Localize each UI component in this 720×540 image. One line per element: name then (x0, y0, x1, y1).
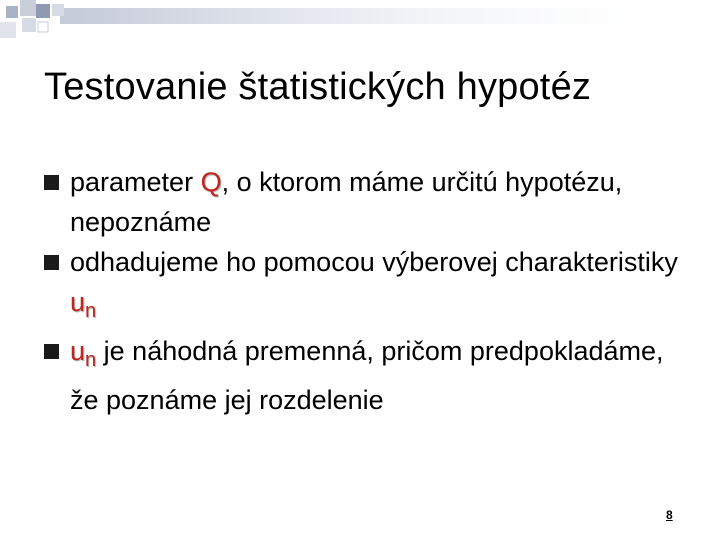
statistic-symbol-subscript: n (85, 300, 97, 322)
bullet-list (42, 162, 682, 420)
statistic-symbol (70, 287, 97, 322)
statistic-symbol (70, 336, 97, 371)
black-square-bullet-icon (44, 344, 59, 359)
parameter-symbol: Q (200, 167, 222, 197)
bullet-text-post: je náhodná premenná, pričom predpokladáme, že poznáme jej rozdelenie (70, 336, 664, 415)
page-number: 8 (666, 508, 673, 522)
bullet-item-random-variable (42, 331, 682, 420)
statistic-symbol-subscript: n (85, 349, 97, 371)
bullet-text-post: , o ktorom máme určitú hypotézu, nepoznáme (70, 167, 623, 237)
bullet-item-parameter (42, 162, 682, 242)
statistic-symbol-base: u (70, 287, 86, 317)
bullet-text-pre: odhadujeme ho pomocou výberovej charakteristiky (70, 247, 678, 277)
bullet-text-pre: parameter (70, 167, 201, 197)
black-square-bullet-icon (44, 255, 59, 270)
statistic-symbol-base: u (70, 336, 86, 366)
black-square-bullet-icon (44, 175, 59, 190)
slide-title: Testovanie štatistických hypotéz (44, 66, 592, 108)
checker-strip-decoration-icon (0, 0, 720, 45)
bullet-item-estimate (42, 242, 682, 331)
